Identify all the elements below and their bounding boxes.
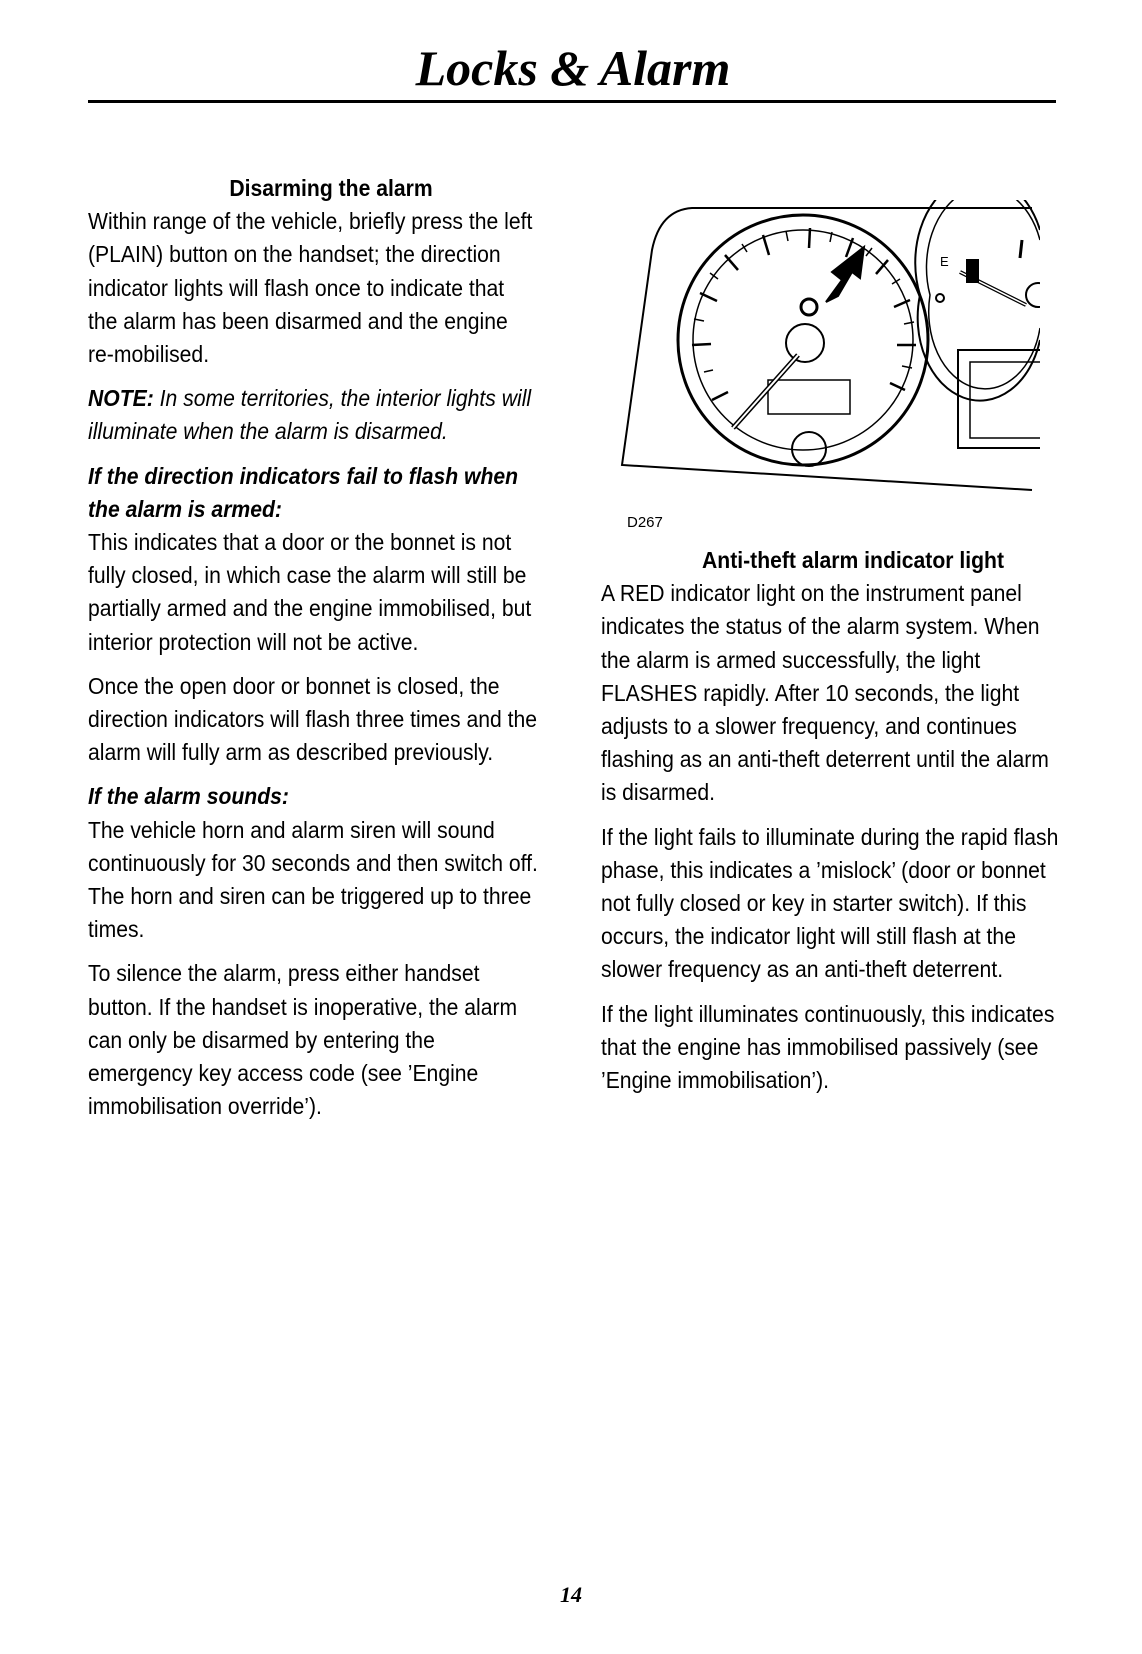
- note-label: NOTE:: [88, 385, 154, 412]
- speedometer-needle-hub: [786, 324, 824, 362]
- page-number: 14: [560, 1582, 582, 1607]
- section-heading-indicator-light: Anti-theft alarm indicator light: [702, 547, 1004, 573]
- paragraph-horn-siren: The vehicle horn and alarm siren will sound continuously for 30 seconds and then switch off. The horn and siren can be triggered up to three times.: [88, 816, 538, 943]
- subheading-indicators-fail: If the direction indicators fail to flash when the alarm is armed:: [88, 462, 519, 522]
- section-heading-disarming: Disarming the alarm: [229, 175, 433, 201]
- page-title: Locks & Alarm: [415, 40, 731, 96]
- left-column: [88, 172, 538, 1134]
- upper-right-pointer-tip: [1026, 283, 1040, 307]
- paragraph-full-arm: Once the open door or bonnet is closed, the direction indicators will flash three times and the alarm will fully arm as described previously.: [88, 672, 538, 766]
- subheading-alarm-sounds: If the alarm sounds:: [88, 783, 289, 810]
- instrument-panel-illustration: [620, 200, 1040, 500]
- note-paragraph: [88, 382, 538, 448]
- title-rule: [88, 100, 1056, 103]
- fuel-pump-icon: [967, 260, 978, 282]
- paragraph-partial-arm: This indicates that a door or the bonnet is not fully closed, in which case the alarm will still be partially armed and the engine immobilised, but interior protection will not be active.: [88, 529, 532, 655]
- right-column: [601, 544, 1060, 1108]
- paragraph-continuous-light: If the light illuminates continuously, this indicates that the engine has immobilised passively (see ’Engine immobilisation’).: [601, 1000, 1055, 1094]
- note-text: In some territories, the interior lights will illuminate when the alarm is disarmed.: [88, 385, 532, 445]
- paragraph-mislock: If the light fails to illuminate during the rapid flash phase, this indicates a ’mislock’ (door or bonnet not fully closed or key in starter switch). If this occurs, the indicator light will still flash at the slower frequency as an anti-theft deterrent.: [601, 823, 1059, 983]
- indicator-arrow-icon: [826, 247, 864, 302]
- speedometer-dial: [678, 215, 928, 465]
- figure-label: D267: [627, 514, 663, 531]
- paragraph-disarm-instructions: Within range of the vehicle, briefly press the left (PLAIN) button on the handset; the direction indicator lights will flash once to indicate that the alarm has been disarmed and the engine re-mobilised.: [88, 208, 533, 368]
- alarm-indicator-light: [801, 299, 817, 315]
- paragraph-red-light: A RED indicator light on the instrument panel indicates the status of the alarm system. When the alarm is armed successfully, the light FLASHES rapidly. After 10 seconds, the light adjusts to a slower frequency, and continues flashing as an anti-theft deterrent until the alarm is disarmed.: [601, 580, 1049, 806]
- paragraph-silence-alarm: To silence the alarm, press either handset button. If the handset is inoperative, the alarm can only be disarmed by entering the emergency key access code (see ’Engine immobilisation override’).: [88, 960, 518, 1120]
- fuel-gauge-letter: E: [940, 254, 949, 269]
- odometer-window: [768, 380, 850, 414]
- speedometer-inner-ring: [693, 230, 913, 450]
